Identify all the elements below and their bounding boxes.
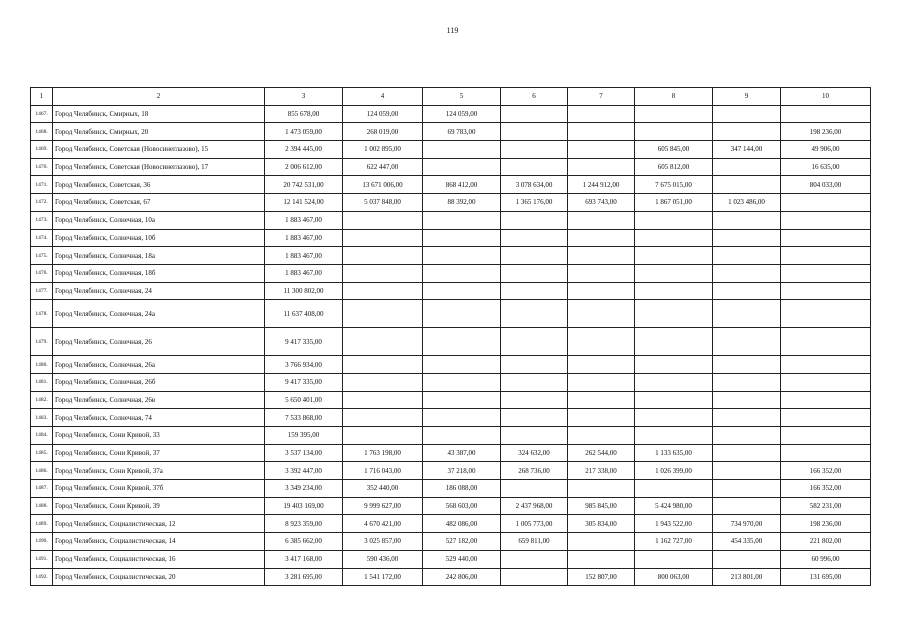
- amount-cell: [501, 105, 568, 123]
- row-number-cell: 1474.: [31, 229, 53, 247]
- amount-cell: [343, 229, 423, 247]
- amount-cell: 198 236,00: [781, 515, 871, 533]
- row-number-cell: 1480.: [31, 356, 53, 374]
- address-cell: Город Челябинск, Советская, 36: [53, 176, 265, 194]
- amount-cell: [423, 141, 501, 159]
- amount-cell: [501, 158, 568, 176]
- amount-cell: [713, 105, 781, 123]
- amount-cell: [343, 211, 423, 229]
- amount-cell: [713, 497, 781, 515]
- amount-cell: 305 834,00: [568, 515, 635, 533]
- amount-cell: [781, 264, 871, 282]
- address-cell: Город Челябинск, Смирных, 18: [53, 105, 265, 123]
- data-table: [30, 87, 871, 586]
- address-cell: Город Челябинск, Солнечная, 24а: [53, 300, 265, 328]
- amount-cell: [343, 300, 423, 328]
- row-number-cell: 1481.: [31, 373, 53, 391]
- amount-cell: [423, 300, 501, 328]
- amount-cell: [713, 391, 781, 409]
- amount-cell: [781, 409, 871, 427]
- amount-cell: 152 807,00: [568, 568, 635, 586]
- amount-cell: 43 387,00: [423, 444, 501, 462]
- amount-cell: 5 037 848,00: [343, 194, 423, 212]
- amount-cell: 9 417 335,00: [265, 373, 343, 391]
- row-number-cell: 1476.: [31, 264, 53, 282]
- amount-cell: [568, 409, 635, 427]
- amount-cell: 529 440,00: [423, 550, 501, 568]
- amount-cell: [501, 480, 568, 498]
- table-row: [31, 480, 871, 498]
- amount-cell: [781, 211, 871, 229]
- amount-cell: [713, 373, 781, 391]
- amount-cell: [423, 229, 501, 247]
- amount-cell: 6 385 662,00: [265, 533, 343, 551]
- amount-cell: [343, 282, 423, 300]
- amount-cell: 605 812,00: [635, 158, 713, 176]
- amount-cell: 221 802,00: [781, 533, 871, 551]
- row-number-cell: 1491.: [31, 550, 53, 568]
- amount-cell: [781, 427, 871, 445]
- amount-cell: [568, 427, 635, 445]
- amount-cell: 198 236,00: [781, 123, 871, 141]
- row-number-cell: 1469.: [31, 141, 53, 159]
- table-row: [31, 247, 871, 265]
- amount-cell: [501, 373, 568, 391]
- amount-cell: 454 335,00: [713, 533, 781, 551]
- amount-cell: [501, 141, 568, 159]
- amount-cell: 324 632,00: [501, 444, 568, 462]
- amount-cell: 7 675 015,00: [635, 176, 713, 194]
- amount-cell: 659 811,00: [501, 533, 568, 551]
- amount-cell: 1 133 635,00: [635, 444, 713, 462]
- amount-cell: 734 970,00: [713, 515, 781, 533]
- amount-cell: [568, 211, 635, 229]
- table-row: [31, 462, 871, 480]
- amount-cell: [635, 123, 713, 141]
- address-cell: Город Челябинск, Советская (Новосинеглазово), 17: [53, 158, 265, 176]
- amount-cell: 1 365 176,00: [501, 194, 568, 212]
- address-cell: Город Челябинск, Сони Кривой, 37а: [53, 462, 265, 480]
- amount-cell: 1 023 486,00: [713, 194, 781, 212]
- amount-cell: 13 671 006,00: [343, 176, 423, 194]
- amount-cell: 268 019,00: [343, 123, 423, 141]
- amount-cell: 527 182,00: [423, 533, 501, 551]
- table-row: [31, 282, 871, 300]
- amount-cell: [713, 229, 781, 247]
- row-number-cell: 1489.: [31, 515, 53, 533]
- amount-cell: 3 281 695,00: [265, 568, 343, 586]
- amount-cell: 1 883 467,00: [265, 247, 343, 265]
- table-row: [31, 373, 871, 391]
- table-row: [31, 568, 871, 586]
- row-number-cell: 1470.: [31, 158, 53, 176]
- amount-cell: [635, 328, 713, 356]
- amount-cell: [568, 141, 635, 159]
- amount-cell: 60 996,00: [781, 550, 871, 568]
- amount-cell: 1 162 727,00: [635, 533, 713, 551]
- column-header: 2: [53, 88, 265, 106]
- amount-cell: 1 883 467,00: [265, 211, 343, 229]
- column-header: 8: [635, 88, 713, 106]
- amount-cell: [713, 264, 781, 282]
- amount-cell: [713, 444, 781, 462]
- table-row: [31, 264, 871, 282]
- amount-cell: [568, 300, 635, 328]
- row-number-cell: 1485.: [31, 444, 53, 462]
- amount-cell: 16 635,00: [781, 158, 871, 176]
- address-cell: Город Челябинск, Солнечная, 10а: [53, 211, 265, 229]
- amount-cell: [635, 105, 713, 123]
- amount-cell: [635, 550, 713, 568]
- row-number-cell: 1490.: [31, 533, 53, 551]
- column-header: 9: [713, 88, 781, 106]
- amount-cell: [635, 373, 713, 391]
- amount-cell: [635, 282, 713, 300]
- amount-cell: 804 033,00: [781, 176, 871, 194]
- amount-cell: [635, 229, 713, 247]
- table-row: [31, 515, 871, 533]
- amount-cell: [501, 550, 568, 568]
- amount-cell: [568, 373, 635, 391]
- amount-cell: 37 218,00: [423, 462, 501, 480]
- amount-cell: [501, 282, 568, 300]
- table-row: [31, 497, 871, 515]
- table-row: [31, 229, 871, 247]
- amount-cell: [501, 568, 568, 586]
- row-number-cell: 1479.: [31, 328, 53, 356]
- amount-cell: [501, 211, 568, 229]
- amount-cell: 3 078 634,00: [501, 176, 568, 194]
- address-cell: Город Челябинск, Солнечная, 18а: [53, 247, 265, 265]
- amount-cell: 4 670 421,00: [343, 515, 423, 533]
- amount-cell: 1 763 198,00: [343, 444, 423, 462]
- address-cell: Город Челябинск, Солнечная, 26б: [53, 373, 265, 391]
- page-number: 119: [446, 26, 459, 35]
- amount-cell: [501, 391, 568, 409]
- amount-cell: [343, 328, 423, 356]
- amount-cell: [713, 427, 781, 445]
- amount-cell: 69 783,00: [423, 123, 501, 141]
- column-header: 6: [501, 88, 568, 106]
- row-number-cell: 1483.: [31, 409, 53, 427]
- amount-cell: 855 678,00: [265, 105, 343, 123]
- amount-cell: 11 637 408,00: [265, 300, 343, 328]
- amount-cell: [781, 282, 871, 300]
- amount-cell: [781, 391, 871, 409]
- amount-cell: [713, 300, 781, 328]
- row-number-cell: 1468.: [31, 123, 53, 141]
- amount-cell: 49 906,00: [781, 141, 871, 159]
- amount-cell: [713, 176, 781, 194]
- amount-cell: 590 436,00: [343, 550, 423, 568]
- table-row: [31, 105, 871, 123]
- row-number-cell: 1482.: [31, 391, 53, 409]
- address-cell: Город Челябинск, Советская, 67: [53, 194, 265, 212]
- address-cell: Город Челябинск, Сони Кривой, 37: [53, 444, 265, 462]
- amount-cell: 605 845,00: [635, 141, 713, 159]
- amount-cell: 347 144,00: [713, 141, 781, 159]
- amount-cell: [501, 328, 568, 356]
- amount-cell: [781, 328, 871, 356]
- amount-cell: [501, 300, 568, 328]
- amount-cell: [635, 427, 713, 445]
- amount-cell: [781, 194, 871, 212]
- amount-cell: 352 440,00: [343, 480, 423, 498]
- amount-cell: 1 883 467,00: [265, 229, 343, 247]
- amount-cell: 124 059,00: [423, 105, 501, 123]
- address-cell: Город Челябинск, Солнечная, 24: [53, 282, 265, 300]
- amount-cell: 268 736,00: [501, 462, 568, 480]
- table-row: [31, 176, 871, 194]
- amount-cell: 1 867 051,00: [635, 194, 713, 212]
- amount-cell: 868 412,00: [423, 176, 501, 194]
- amount-cell: [713, 211, 781, 229]
- amount-cell: 5 650 401,00: [265, 391, 343, 409]
- column-header: 10: [781, 88, 871, 106]
- amount-cell: 693 743,00: [568, 194, 635, 212]
- amount-cell: [423, 373, 501, 391]
- table-row: [31, 427, 871, 445]
- amount-cell: [501, 356, 568, 374]
- amount-cell: 1 541 172,00: [343, 568, 423, 586]
- amount-cell: 2 394 445,00: [265, 141, 343, 159]
- amount-cell: 262 544,00: [568, 444, 635, 462]
- amount-cell: 213 801,00: [713, 568, 781, 586]
- amount-cell: [501, 123, 568, 141]
- amount-cell: [568, 391, 635, 409]
- amount-cell: [423, 282, 501, 300]
- address-cell: Город Челябинск, Социалистическая, 20: [53, 568, 265, 586]
- amount-cell: 3 537 134,00: [265, 444, 343, 462]
- amount-cell: [568, 229, 635, 247]
- table-row: [31, 391, 871, 409]
- address-cell: Город Челябинск, Солнечная, 26: [53, 328, 265, 356]
- address-cell: Город Челябинск, Социалистическая, 12: [53, 515, 265, 533]
- amount-cell: [635, 391, 713, 409]
- amount-cell: [781, 300, 871, 328]
- column-header: 7: [568, 88, 635, 106]
- address-cell: Город Челябинск, Социалистическая, 14: [53, 533, 265, 551]
- amount-cell: [568, 328, 635, 356]
- amount-cell: [713, 462, 781, 480]
- table-row: [31, 300, 871, 328]
- amount-cell: [343, 391, 423, 409]
- amount-cell: 1 883 467,00: [265, 264, 343, 282]
- address-cell: Город Челябинск, Солнечная, 26а: [53, 356, 265, 374]
- amount-cell: [501, 427, 568, 445]
- amount-cell: [568, 123, 635, 141]
- column-header: 3: [265, 88, 343, 106]
- table-row: [31, 409, 871, 427]
- amount-cell: [635, 300, 713, 328]
- amount-cell: 482 086,00: [423, 515, 501, 533]
- address-cell: Город Челябинск, Сони Кривой, 33: [53, 427, 265, 445]
- row-number-cell: 1471.: [31, 176, 53, 194]
- row-number-cell: 1477.: [31, 282, 53, 300]
- amount-cell: [423, 328, 501, 356]
- row-number-cell: 1488.: [31, 497, 53, 515]
- column-header: 4: [343, 88, 423, 106]
- amount-cell: [568, 282, 635, 300]
- row-number-cell: 1484.: [31, 427, 53, 445]
- amount-cell: [635, 211, 713, 229]
- amount-cell: [713, 409, 781, 427]
- amount-cell: 166 352,00: [781, 462, 871, 480]
- amount-cell: [501, 247, 568, 265]
- table-row: [31, 158, 871, 176]
- amount-cell: [713, 247, 781, 265]
- amount-cell: 800 063,00: [635, 568, 713, 586]
- address-cell: Город Челябинск, Солнечная, 18б: [53, 264, 265, 282]
- amount-cell: [713, 282, 781, 300]
- amount-cell: 9 417 335,00: [265, 328, 343, 356]
- amount-cell: [781, 229, 871, 247]
- table-row: [31, 328, 871, 356]
- amount-cell: [343, 247, 423, 265]
- amount-cell: 217 338,00: [568, 462, 635, 480]
- amount-cell: [781, 444, 871, 462]
- amount-cell: 622 447,00: [343, 158, 423, 176]
- amount-cell: 186 088,00: [423, 480, 501, 498]
- amount-cell: [568, 550, 635, 568]
- amount-cell: [713, 328, 781, 356]
- amount-cell: 1 943 522,00: [635, 515, 713, 533]
- amount-cell: 568 603,00: [423, 497, 501, 515]
- amount-cell: 19 403 169,00: [265, 497, 343, 515]
- address-cell: Город Челябинск, Сони Кривой, 39: [53, 497, 265, 515]
- address-cell: Город Челябинск, Смирных, 20: [53, 123, 265, 141]
- amount-cell: [343, 409, 423, 427]
- address-cell: Город Челябинск, Солнечная, 74: [53, 409, 265, 427]
- amount-cell: 3 417 168,00: [265, 550, 343, 568]
- table-row: [31, 550, 871, 568]
- address-cell: Город Челябинск, Социалистическая, 16: [53, 550, 265, 568]
- amount-cell: [713, 356, 781, 374]
- amount-cell: 1 716 043,00: [343, 462, 423, 480]
- address-cell: Город Челябинск, Сони Кривой, 37б: [53, 480, 265, 498]
- amount-cell: [713, 158, 781, 176]
- amount-cell: 88 392,00: [423, 194, 501, 212]
- amount-cell: [781, 373, 871, 391]
- amount-cell: [781, 105, 871, 123]
- amount-cell: [423, 158, 501, 176]
- amount-cell: [568, 480, 635, 498]
- amount-cell: 8 923 359,00: [265, 515, 343, 533]
- address-cell: Город Челябинск, Солнечная, 10б: [53, 229, 265, 247]
- row-number-cell: 1475.: [31, 247, 53, 265]
- row-number-cell: 1472.: [31, 194, 53, 212]
- amount-cell: [568, 105, 635, 123]
- amount-cell: [501, 409, 568, 427]
- header-row: [31, 88, 871, 106]
- amount-cell: [423, 264, 501, 282]
- amount-cell: 12 141 524,00: [265, 194, 343, 212]
- table-row: [31, 194, 871, 212]
- amount-cell: [781, 247, 871, 265]
- amount-cell: [343, 356, 423, 374]
- amount-cell: 11 300 802,00: [265, 282, 343, 300]
- amount-cell: [501, 229, 568, 247]
- amount-cell: 131 695,00: [781, 568, 871, 586]
- amount-cell: [568, 247, 635, 265]
- amount-cell: [423, 427, 501, 445]
- amount-cell: [343, 264, 423, 282]
- row-number-cell: 1478.: [31, 300, 53, 328]
- amount-cell: [635, 247, 713, 265]
- amount-cell: 9 999 627,00: [343, 497, 423, 515]
- amount-cell: [635, 356, 713, 374]
- amount-cell: [423, 409, 501, 427]
- amount-cell: [713, 123, 781, 141]
- amount-cell: [423, 391, 501, 409]
- amount-cell: [501, 264, 568, 282]
- amount-cell: 3 349 234,00: [265, 480, 343, 498]
- amount-cell: 3 025 857,00: [343, 533, 423, 551]
- amount-cell: 166 352,00: [781, 480, 871, 498]
- amount-cell: [423, 356, 501, 374]
- amount-cell: 159 395,00: [265, 427, 343, 445]
- address-cell: Город Челябинск, Солнечная, 26в: [53, 391, 265, 409]
- amount-cell: [568, 356, 635, 374]
- amount-cell: 3 392 447,00: [265, 462, 343, 480]
- row-number-cell: 1467.: [31, 105, 53, 123]
- amount-cell: 7 533 868,00: [265, 409, 343, 427]
- amount-cell: [568, 264, 635, 282]
- amount-cell: 1 002 895,00: [343, 141, 423, 159]
- amount-cell: 3 766 934,00: [265, 356, 343, 374]
- row-number-cell: 1492.: [31, 568, 53, 586]
- amount-cell: [343, 373, 423, 391]
- table-row: [31, 356, 871, 374]
- address-cell: Город Челябинск, Советская (Новосинеглазово), 15: [53, 141, 265, 159]
- amount-cell: [781, 356, 871, 374]
- amount-cell: [635, 264, 713, 282]
- row-number-cell: 1487.: [31, 480, 53, 498]
- column-header: 1: [31, 88, 53, 106]
- amount-cell: [343, 427, 423, 445]
- amount-cell: 1 244 912,00: [568, 176, 635, 194]
- amount-cell: [423, 247, 501, 265]
- amount-cell: 1 005 773,00: [501, 515, 568, 533]
- amount-cell: [568, 158, 635, 176]
- amount-cell: 124 059,00: [343, 105, 423, 123]
- amount-cell: 582 231,00: [781, 497, 871, 515]
- table-row: [31, 444, 871, 462]
- table-row: [31, 123, 871, 141]
- amount-cell: 1 026 399,00: [635, 462, 713, 480]
- table-row: [31, 211, 871, 229]
- amount-cell: 985 845,00: [568, 497, 635, 515]
- amount-cell: 2 437 968,00: [501, 497, 568, 515]
- amount-cell: 242 806,00: [423, 568, 501, 586]
- row-number-cell: 1486.: [31, 462, 53, 480]
- amount-cell: 1 473 059,00: [265, 123, 343, 141]
- amount-cell: [713, 550, 781, 568]
- column-header: 5: [423, 88, 501, 106]
- amount-cell: [713, 480, 781, 498]
- amount-cell: 5 424 980,00: [635, 497, 713, 515]
- row-number-cell: 1473.: [31, 211, 53, 229]
- amount-cell: [568, 533, 635, 551]
- table-row: [31, 141, 871, 159]
- amount-cell: [423, 211, 501, 229]
- amount-cell: [635, 480, 713, 498]
- amount-cell: [635, 409, 713, 427]
- amount-cell: 20 742 531,00: [265, 176, 343, 194]
- table-row: [31, 533, 871, 551]
- amount-cell: 2 006 612,00: [265, 158, 343, 176]
